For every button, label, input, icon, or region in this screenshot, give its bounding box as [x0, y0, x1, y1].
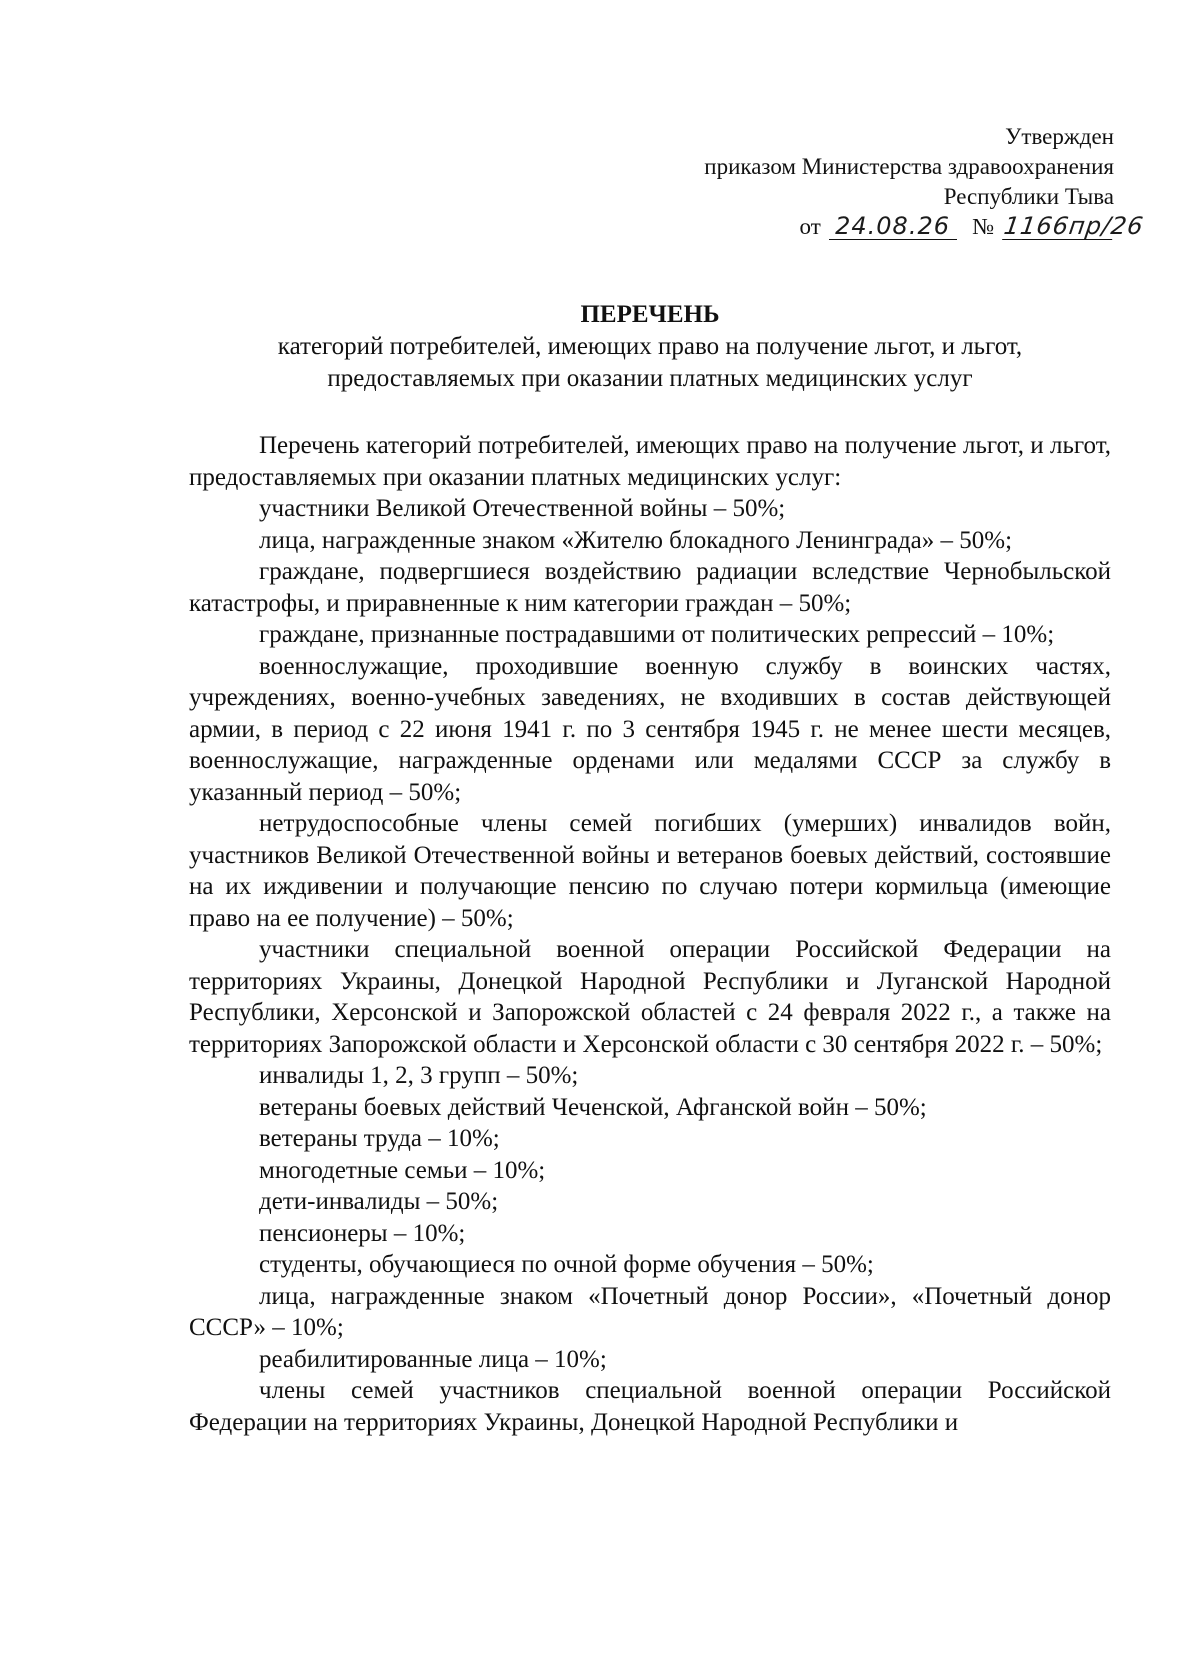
list-item: участники Великой Отечественной войны – 50%; [259, 495, 786, 522]
document-body [189, 430, 1111, 1438]
approval-date-number-line [704, 212, 1146, 242]
document-heading [190, 299, 1110, 395]
list-item: члены семей участников специальной военной операции Российской Федерации на территориях Украины, Донецкой Народной Республики и [189, 1377, 1111, 1436]
list-item: нетрудоспособные члены семей погибших (умерших) инвалидов войн, участников Великой Отечественной войны и ветеранов боевых действий, состоявшие на их иждивении и получающие пенсию по случаю потери кормильца (имеющие право на ее получение) – 50%; [189, 810, 1111, 932]
list-item: лица, награжденные знаком «Жителю блокадного Ленинграда» – 50%; [259, 526, 1013, 554]
document-title: ПЕРЕЧЕНЬ [580, 301, 720, 328]
list-item: реабилитированные лица – 10%; [259, 1345, 607, 1373]
list-item: студенты, обучающиеся по очной форме обучения – 50%; [259, 1251, 874, 1278]
document-subtitle-line-1: категорий потребителей, имеющих право на получение льгот, и льгот, [277, 333, 1023, 360]
approval-line-1: Утвержден [1005, 124, 1114, 149]
list-item: граждане, признанные пострадавшими от политических репрессий – 10%; [259, 621, 1055, 648]
list-item: граждане, подвергшиеся воздействию радиации вследствие Чернобыльской катастрофы, и приравненные к ним категории граждан – 50%; [189, 558, 1111, 617]
handwritten-order-number: 1166пр/26 [1002, 212, 1146, 240]
list-item: инвалиды 1, 2, 3 групп – 50%; [259, 1062, 579, 1089]
list-item: ветераны труда – 10%; [259, 1125, 500, 1152]
document-subtitle-line-2: предоставляемых при оказании платных медицинских услуг [327, 365, 973, 392]
list-item: военнослужащие, проходившие военную службу в воинских частях, учреждениях, военно-учебных заведениях, не входивших в состав действующей армии, в период с 22 июня 1941 г. по 3 сентября 1945 г. не менее шести месяцев, военнослужащие, награжденные орденами или медалями СССР за службу в указанный период – 50%; [189, 652, 1111, 806]
list-item: многодетные семьи – 10%; [259, 1156, 546, 1184]
list-item: ветераны боевых действий Чеченской, Афганской войн – 50%; [259, 1093, 927, 1121]
number-prefix: № [972, 214, 995, 239]
approval-stamp-block [704, 122, 1146, 242]
approval-line-2: приказом Министерства здравоохранения [704, 154, 1114, 179]
intro-paragraph: Перечень категорий потребителей, имеющих право на получение льгот, и льгот, предоставляемых при оказании платных медицинских услуг: [189, 432, 1111, 491]
list-item: пенсионеры – 10%; [259, 1219, 466, 1247]
list-item: участники специальной военной операции Российской Федерации на территориях Украины, Донецкой Народной Республики и Луганской Народной Республики, Херсонской и Запорожской областей с 24 февраля 2022 г., а также на территориях Запорожской области и Херсонской области с 30 сентября 2022 г. – 50%; [189, 936, 1111, 1058]
list-item: лица, награжденные знаком «Почетный донор России», «Почетный донор СССР» – 10%; [189, 1282, 1111, 1341]
date-prefix: от [799, 214, 821, 239]
list-item: дети-инвалиды – 50%; [259, 1188, 499, 1215]
handwritten-date: 24.08.26 [829, 213, 957, 240]
approval-line-3: Республики Тыва [943, 184, 1114, 209]
